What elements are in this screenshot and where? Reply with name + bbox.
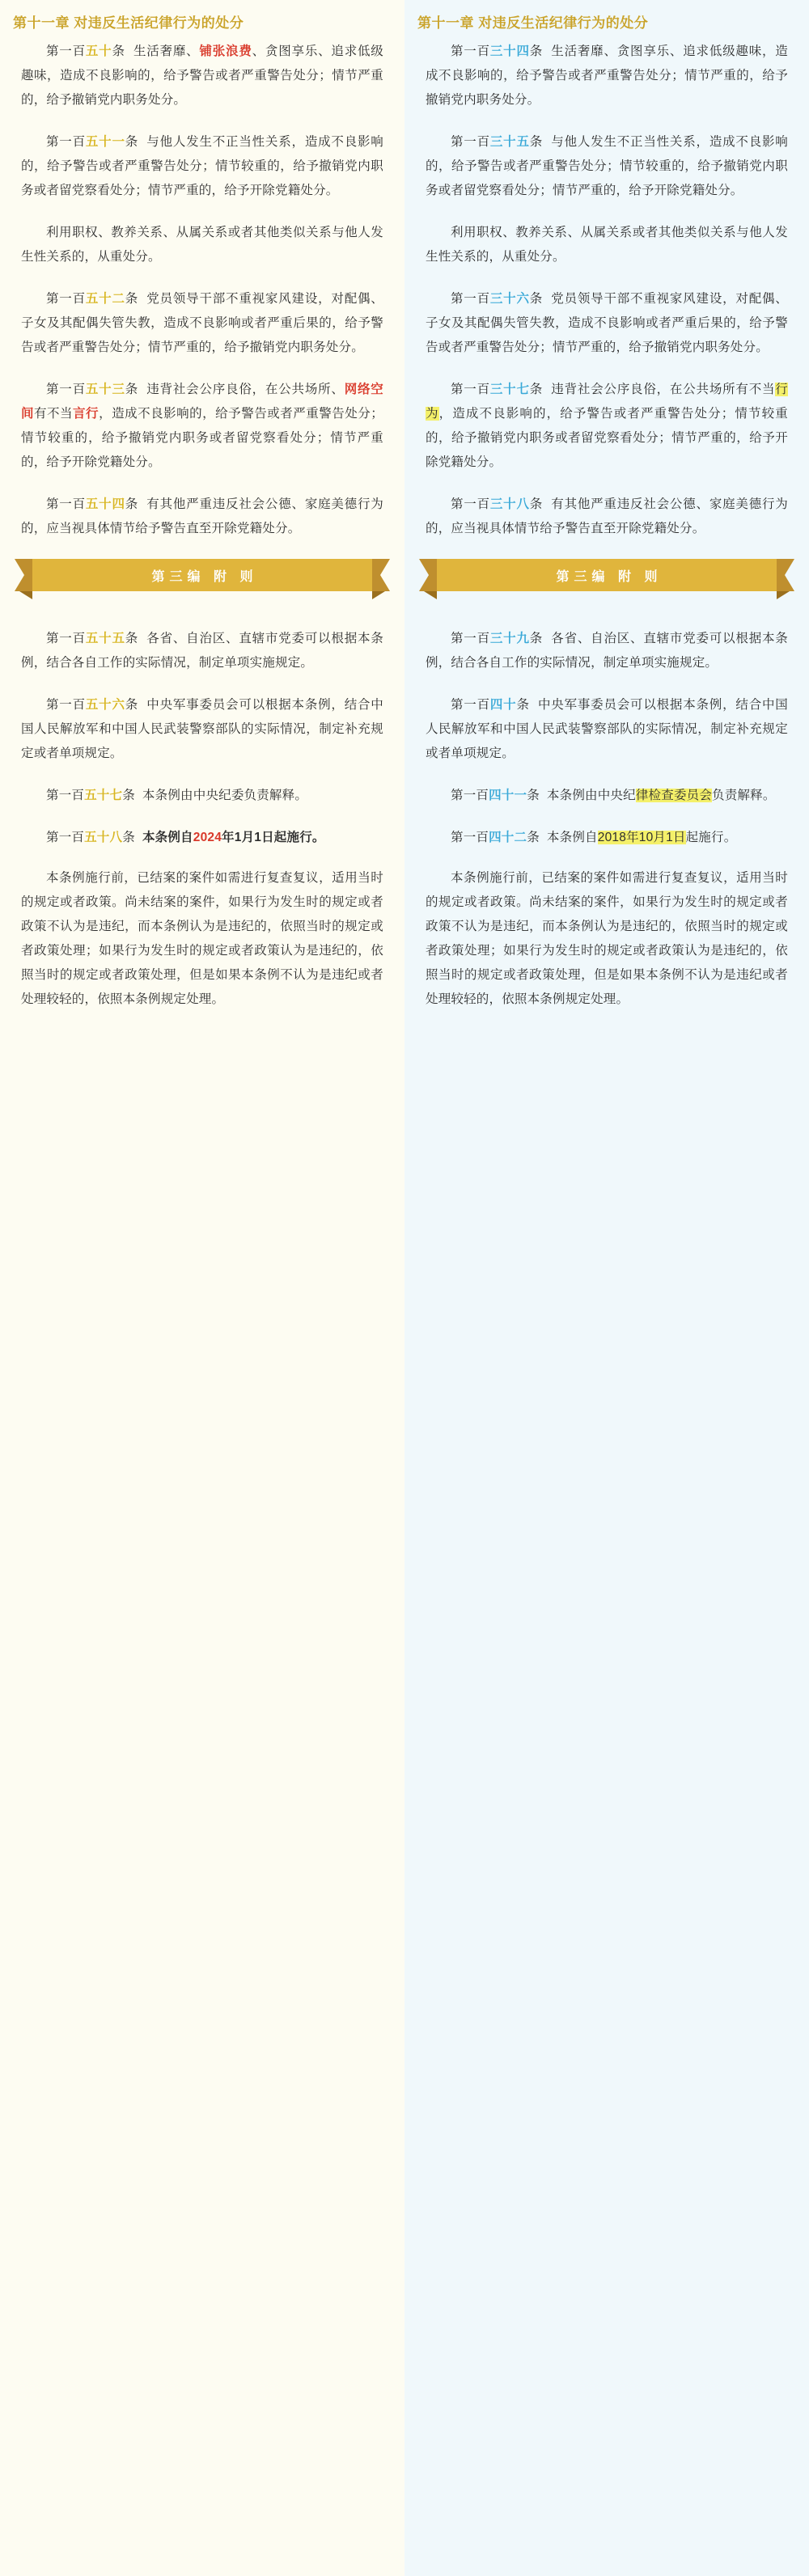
ribbon-body bbox=[437, 559, 777, 591]
article-prefix: 第一百 bbox=[46, 632, 86, 645]
left-chapter-header: 第十一章 对违反生活纪律行为的处分 bbox=[13, 15, 244, 31]
article-paragraph: 第一百三十八条 有其他严重违反社会公德、家庭美德行为的，应当视具体情节给予警告直至开除党籍处分。 bbox=[426, 497, 788, 535]
article-suffix: 条 bbox=[125, 698, 139, 712]
article-prefix: 第一百 bbox=[451, 383, 490, 396]
left-bottom-spacer bbox=[21, 1030, 383, 1054]
article-suffix: 条 bbox=[122, 789, 135, 802]
article-number: 五十七 bbox=[84, 789, 123, 802]
ribbon-fold-left bbox=[424, 591, 437, 599]
article-suffix: 条 bbox=[529, 497, 544, 511]
article-prefix: 第一百 bbox=[46, 698, 86, 712]
ribbon-fold-left bbox=[19, 591, 32, 599]
article-suffix: 条 bbox=[125, 632, 139, 645]
ribbon-body bbox=[32, 559, 372, 591]
left-section-title: 第三编 附 则 bbox=[151, 569, 258, 584]
article-paragraph: 第一百五十二条 党员领导干部不重视家风建设，对配偶、子女及其配偶失管失教，造成不良影响或者严重后果的，给予警告或者严重警告处分；情节严重的，给予撤销党内职务处分。 bbox=[21, 292, 383, 354]
left-column bbox=[0, 0, 404, 2576]
article-subparagraph: 本条例施行前，已结案的案件如需进行复查复议，适用当时的规定或者政策。尚未结案的案件，如果行为发生时的规定或者政策不认为是违纪，而本条例认为是违纪的，依照当时的规定或者政策处理；如果行为发生时的规定或者政策认为是违纪的，依照当时的规定或者政策处理，但是如果本条例不认为是违纪或者处理较轻的，依照本条例规定处理。 bbox=[21, 871, 383, 1006]
right-column bbox=[404, 0, 809, 2576]
right-chapter-header: 第十一章 对违反生活纪律行为的处分 bbox=[417, 15, 649, 31]
article-suffix: 条 bbox=[529, 135, 544, 149]
article-prefix: 第一百 bbox=[46, 44, 86, 58]
article-number: 三十五 bbox=[489, 135, 530, 149]
article-paragraph: 第一百五十三条 违背社会公序良俗，在公共场所、网络空间有不当言行，造成不良影响的，给予警告或者严重警告处分；情节较重的，给予撤销党内职务或者留党察看处分；情节严重的，给予开除党籍处分。 bbox=[21, 383, 383, 469]
article-prefix: 第一百 bbox=[46, 789, 85, 802]
article-prefix: 第一百 bbox=[451, 789, 489, 802]
right-section-banner bbox=[404, 559, 809, 606]
article-prefix: 第一百 bbox=[451, 44, 490, 58]
right-section-title: 第三编 附 则 bbox=[556, 569, 663, 584]
effective-year: 2018 bbox=[597, 831, 627, 844]
article-number: 三十七 bbox=[489, 383, 530, 396]
article-number: 五十五 bbox=[85, 632, 125, 645]
article-number: 四十一 bbox=[489, 789, 527, 802]
article-suffix: 条 bbox=[529, 383, 544, 396]
article-number: 五十二 bbox=[85, 292, 125, 306]
article-number: 四十 bbox=[489, 698, 517, 712]
highlight-phrase: 网络空间 bbox=[21, 383, 383, 421]
article-suffix: 条 bbox=[529, 292, 544, 306]
article-number: 三十六 bbox=[489, 292, 530, 306]
right-appendix bbox=[404, 627, 809, 1054]
highlight-phrase: 律检查委员会 bbox=[635, 789, 713, 802]
article-prefix: 第一百 bbox=[451, 292, 490, 306]
article-subparagraph: 本条例施行前，已结案的案件如需进行复查复议，适用当时的规定或者政策。尚未结案的案件，如果行为发生时的规定或者政策不认为是违纪，而本条例认为是违纪的，依照当时的规定或者政策处理；如果行为发生时的规定或者政策认为是违纪的，依照当时的规定或者政策处理，但是如果本条例不认为是违纪或者处理较轻的，依照本条例规定处理。 bbox=[426, 871, 788, 1006]
article-prefix: 第一百 bbox=[46, 831, 85, 844]
ribbon-fold-right bbox=[372, 591, 385, 599]
highlight-phrase: 言行 bbox=[73, 407, 100, 421]
article-paragraph: 第一百五十四条 有其他严重违反社会公德、家庭美德行为的，应当视具体情节给予警告直至开除党籍处分。 bbox=[21, 497, 383, 535]
highlight-phrase: 行为 bbox=[426, 383, 788, 421]
article-number: 三十九 bbox=[489, 632, 530, 645]
article-number: 五十 bbox=[85, 44, 112, 58]
article-suffix: 条 bbox=[122, 831, 135, 844]
article-number: 四十二 bbox=[489, 831, 527, 844]
article-paragraph: 第一百三十七条 违背社会公序良俗，在公共场所有不当行为，造成不良影响的，给予警告或者严重警告处分；情节较重的，给予撤销党内职务或者留党察看处分；情节严重的，给予开除党籍处分。 bbox=[426, 383, 789, 469]
article-number: 三十八 bbox=[489, 497, 530, 511]
article-prefix: 第一百 bbox=[46, 292, 86, 306]
article-suffix: 条 bbox=[125, 135, 139, 149]
article-prefix: 第一百 bbox=[46, 383, 86, 396]
article-paragraph: 第一百五十五条 各省、自治区、直辖市党委可以根据本条例，结合各自工作的实际情况，制定单项实施规定。 bbox=[21, 632, 383, 670]
article-paragraph: 第一百三十六条 党员领导干部不重视家风建设，对配偶、子女及其配偶失管失教，造成不良影响或者严重后果的，给予警告或者严重警告处分；情节严重的，给予撤销党内职务处分。 bbox=[426, 292, 788, 354]
article-number: 五十四 bbox=[85, 497, 125, 511]
article-prefix: 第一百 bbox=[46, 497, 86, 511]
article-paragraph: 第一百五十条 生活奢靡、铺张浪费、贪图享乐、追求低级趣味，造成不良影响的，给予警告或者严重警告处分；情节严重的，给予撤销党内职务处分。 bbox=[21, 44, 383, 107]
effective-date: 年10月1日 bbox=[626, 831, 686, 844]
effective-date: 年1月1日起施行。 bbox=[222, 831, 325, 844]
article-number: 五十六 bbox=[85, 698, 125, 712]
article-paragraph bbox=[21, 826, 383, 850]
article-number: 五十八 bbox=[84, 831, 123, 844]
article-suffix: 条 bbox=[529, 44, 544, 58]
article-paragraph: 第一百四十二条 本条例自2018年10月1日起施行。 bbox=[451, 831, 737, 844]
article-prefix: 第一百 bbox=[451, 497, 490, 511]
article-paragraph: 第一百五十六条 中央军事委员会可以根据本条例，结合中国人民解放军和中国人民武装警察部队的实际情况，制定补充规定或者单项规定。 bbox=[21, 698, 383, 760]
article-number: 五十一 bbox=[85, 135, 125, 149]
article-subparagraph: 利用职权、教养关系、从属关系或者其他类似关系与他人发生性关系的，从重处分。 bbox=[21, 226, 383, 264]
article-suffix: 条 bbox=[125, 292, 139, 306]
article-paragraph: 第一百五十一条 与他人发生不正当性关系，造成不良影响的，给予警告或者严重警告处分；情节较重的，给予撤销党内职务或者留党察看处分；情节严重的，给予开除党籍处分。 bbox=[21, 135, 383, 197]
left-body bbox=[0, 40, 404, 541]
ribbon-fold-right bbox=[777, 591, 790, 599]
right-body bbox=[404, 40, 809, 541]
article-prefix: 第一百 bbox=[451, 831, 489, 844]
article-prefix: 第一百 bbox=[451, 135, 490, 149]
effective-clause: 本条例自 bbox=[142, 831, 193, 844]
article-suffix: 条 bbox=[529, 632, 544, 645]
article-number: 三十四 bbox=[489, 44, 530, 58]
article-suffix: 条 bbox=[112, 44, 125, 58]
left-appendix bbox=[0, 627, 404, 1054]
article-prefix: 第一百 bbox=[451, 632, 490, 645]
left-section-banner bbox=[0, 559, 404, 606]
article-subparagraph: 利用职权、教养关系、从属关系或者其他类似关系与他人发生性关系的，从重处分。 bbox=[426, 226, 788, 264]
article-paragraph: 第一百三十九条 各省、自治区、直辖市党委可以根据本条例，结合各自工作的实际情况，制定单项实施规定。 bbox=[426, 632, 788, 670]
article-suffix: 条 bbox=[527, 789, 540, 802]
effective-year: 2024 bbox=[193, 831, 222, 844]
article-paragraph: 第一百四十条 中央军事委员会可以根据本条例，结合中国人民解放军和中国人民武装警察部队的实际情况，制定补充规定或者单项规定。 bbox=[426, 698, 788, 760]
article-paragraph: 第一百三十四条 生活奢靡、贪图享乐、追求低级趣味，造成不良影响的，给予警告或者严重警告处分；情节严重的，给予撤销党内职务处分。 bbox=[426, 44, 788, 107]
right-bottom-spacer bbox=[426, 1030, 788, 1054]
article-suffix: 条 bbox=[125, 383, 139, 396]
article-paragraph: 第一百五十七条 本条例由中央纪委负责解释。 bbox=[46, 789, 308, 802]
article-number: 五十三 bbox=[85, 383, 125, 396]
article-suffix: 条 bbox=[516, 698, 530, 712]
article-prefix: 第一百 bbox=[46, 135, 86, 149]
article-suffix: 条 bbox=[125, 497, 139, 511]
article-suffix: 条 bbox=[527, 831, 540, 844]
article-paragraph: 第一百三十五条 与他人发生不正当性关系，造成不良影响的，给予警告或者严重警告处分；情节较重的，给予撤销党内职务或者留党察看处分；情节严重的，给予开除党籍处分。 bbox=[426, 135, 788, 197]
article-prefix: 第一百 bbox=[451, 698, 490, 712]
highlight-phrase: 铺张浪费 bbox=[199, 44, 252, 58]
article-paragraph: 第一百四十一条 本条例由中央纪律检查委员会负责解释。 bbox=[451, 789, 776, 802]
